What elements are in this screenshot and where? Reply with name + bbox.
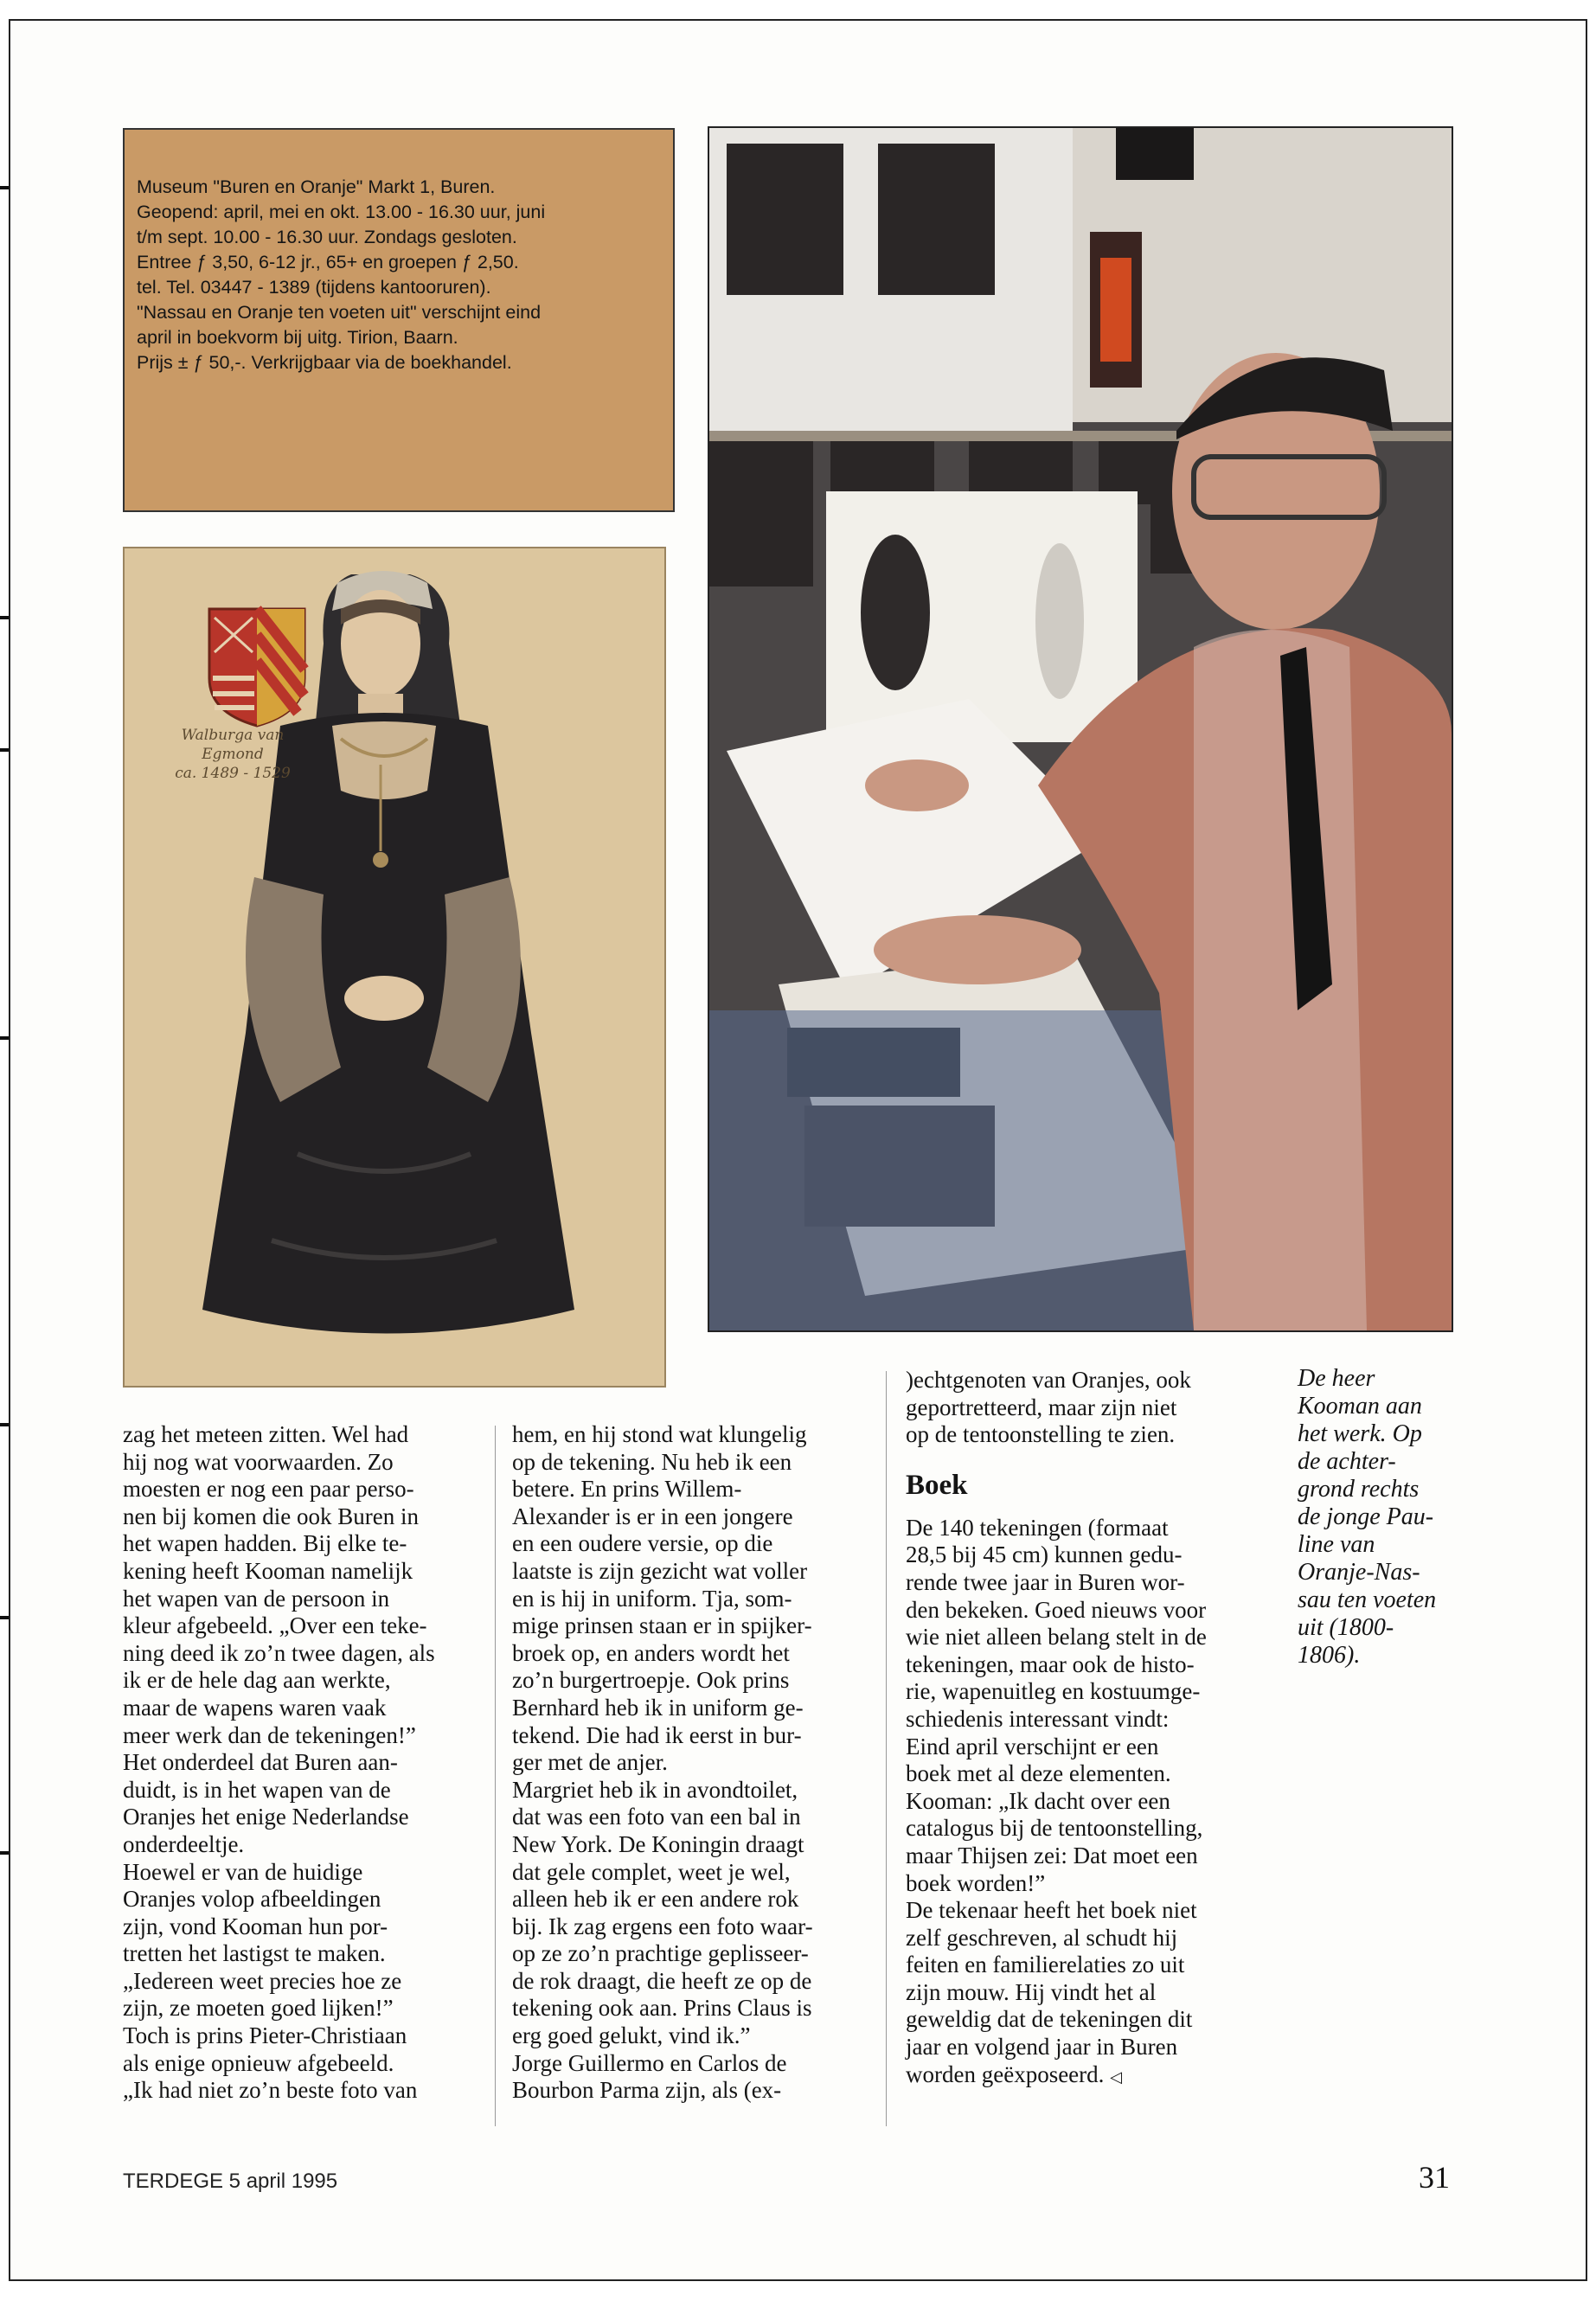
article-column-3 bbox=[906, 1367, 1269, 2091]
edge-mark bbox=[0, 1036, 9, 1040]
inscription-dates: ca. 1489 - 1529 bbox=[175, 765, 291, 782]
text-line: Margriet heb ik in avondtoilet, bbox=[512, 1776, 798, 1803]
text-line: ger met de anjer. bbox=[512, 1749, 668, 1776]
text-line: tekeningen, maar ook de histo- bbox=[906, 1650, 1195, 1677]
caption-line: uit (1800- bbox=[1298, 1614, 1394, 1641]
article-column-1 bbox=[123, 1421, 473, 2105]
column-divider bbox=[886, 1371, 887, 2126]
edge-mark bbox=[0, 616, 9, 619]
info-line: "Nassau en Oranje ten voeten uit" verschijnt eind bbox=[137, 302, 542, 323]
text-line: geportretteerd, maar zijn niet bbox=[906, 1394, 1177, 1420]
caption-line: grond rechts bbox=[1298, 1476, 1420, 1503]
text-line: den bekeken. Goed nieuws voor bbox=[906, 1596, 1207, 1623]
text-line: mige prinsen staan er in spijker- bbox=[512, 1612, 812, 1639]
text-line: tekening ook aan. Prins Claus is bbox=[512, 1995, 812, 2022]
text-line: Kooman: „Ik dacht over een bbox=[906, 1787, 1170, 1814]
text-line: en is hij in uniform. Tja, som- bbox=[512, 1585, 792, 1612]
text-line: Alexander is er in een jongere bbox=[512, 1503, 793, 1529]
portrait-illustration bbox=[125, 548, 664, 1386]
photo-artist-at-work bbox=[708, 126, 1453, 1332]
text-line: kleur afgebeeld. „Over een teke- bbox=[123, 1612, 427, 1639]
info-line: t/m sept. 10.00 - 16.30 uur. Zondags gesloten. bbox=[137, 227, 517, 247]
text-line: De tekenaar heeft het boek niet bbox=[906, 1897, 1197, 1924]
text-line: De 140 tekeningen (formaat bbox=[906, 1514, 1169, 1541]
article-column-2 bbox=[512, 1421, 862, 2105]
text-line: rende twee jaar in Buren wor- bbox=[906, 1568, 1185, 1595]
text-line: )echtgenoten van Oranjes, ook bbox=[906, 1367, 1191, 1393]
end-mark-icon: ◁ bbox=[1110, 2067, 1123, 2086]
text-line: zijn, vond Kooman hun por- bbox=[123, 1913, 388, 1939]
text-line: Hoewel er van de huidige bbox=[123, 1858, 363, 1885]
text-line: Oranjes volop afbeeldingen bbox=[123, 1886, 381, 1913]
portrait-drawing bbox=[123, 547, 666, 1388]
text-line: schiedenis interessant vindt: bbox=[906, 1705, 1170, 1732]
text-line: alleen heb ik er een andere rok bbox=[512, 1886, 799, 1913]
portrait-inscription bbox=[159, 726, 306, 783]
text-line: ik er de hele dag aan werkte, bbox=[123, 1667, 391, 1694]
text-line: meer werk dan de tekeningen!” bbox=[123, 1721, 416, 1748]
text-line: ning deed ik zo’n twee dagen, als bbox=[123, 1639, 435, 1666]
edge-mark bbox=[0, 748, 9, 752]
edge-mark bbox=[0, 1616, 9, 1619]
inscription-name: Walburga van Egmond bbox=[181, 727, 285, 763]
coat-of-arms-icon bbox=[209, 609, 304, 726]
text-line: boek met al deze elementen. bbox=[906, 1760, 1171, 1787]
caption-line: De heer bbox=[1298, 1365, 1375, 1392]
text-line: zag het meteen zitten. Wel had bbox=[123, 1421, 409, 1447]
caption-line: line van bbox=[1298, 1531, 1375, 1558]
text-line: als enige opnieuw afgebeeld. bbox=[123, 2049, 394, 2076]
text-line: dat was een foto van een bal in bbox=[512, 1804, 801, 1830]
text-line: laatste is zijn gezicht wat voller bbox=[512, 1557, 808, 1584]
text-line: New York. De Koningin draagt bbox=[512, 1830, 804, 1857]
text-line-last bbox=[906, 2061, 1269, 2092]
text-line: en een oudere versie, op die bbox=[512, 1530, 773, 1557]
text-line: kening heeft Kooman namelijk bbox=[123, 1557, 413, 1584]
text-line: 28,5 bij 45 cm) kunnen gedu- bbox=[906, 1541, 1183, 1568]
text-line: zelf geschreven, al schudt hij bbox=[906, 1924, 1178, 1951]
edge-mark bbox=[0, 1423, 9, 1426]
column-divider bbox=[495, 1426, 496, 2126]
text-line: wie niet alleen belang stelt in de bbox=[906, 1624, 1207, 1650]
text-line: op de tentoonstelling te zien. bbox=[906, 1421, 1176, 1448]
text-line: boek worden!” bbox=[906, 1869, 1046, 1896]
info-line: Geopend: april, mei en okt. 13.00 - 16.30 uur, juni bbox=[137, 202, 546, 222]
text-line: Oranjes het enige Nederlandse bbox=[123, 1804, 409, 1830]
text-line: Eind april verschijnt er een bbox=[906, 1733, 1159, 1759]
text-line: worden geëxposeerd. bbox=[906, 2061, 1105, 2087]
text-line: Bernhard heb ik in uniform ge- bbox=[512, 1694, 804, 1721]
text-line: op de tekening. Nu heb ik een bbox=[512, 1448, 792, 1475]
text-line: tretten het lastigst te maken. bbox=[123, 1940, 386, 1967]
caption-line: sau ten voeten bbox=[1298, 1586, 1437, 1613]
text-line: dat gele complet, weet je wel, bbox=[512, 1858, 791, 1885]
edge-mark bbox=[0, 186, 9, 189]
text-line: betere. En prins Willem- bbox=[512, 1476, 742, 1503]
text-line: onderdeeltje. bbox=[123, 1830, 245, 1857]
section-heading-boek: Boek bbox=[906, 1469, 968, 1501]
caption-line: het werk. Op bbox=[1298, 1420, 1422, 1447]
text-line: broek op, en anders wordt het bbox=[512, 1639, 790, 1666]
info-line: april in boekvorm bij uitg. Tirion, Baarn. bbox=[137, 327, 458, 348]
text-line: erg goed gelukt, vind ik.” bbox=[512, 2022, 751, 2049]
text-line: „Ik had niet zo’n beste foto van bbox=[123, 2077, 418, 2104]
text-line: maar Thijsen zei: Dat moet een bbox=[906, 1842, 1198, 1868]
photo-caption bbox=[1298, 1365, 1471, 1670]
info-line: Entree ƒ 3,50, 6-12 jr., 65+ en groepen ƒ 2,50. bbox=[137, 252, 519, 272]
text-line: catalogus bij de tentoonstelling, bbox=[906, 1815, 1203, 1842]
text-line: „Iedereen weet precies hoe ze bbox=[123, 1967, 402, 1994]
text-line: het wapen van de persoon in bbox=[123, 1585, 390, 1612]
easel-drawings bbox=[826, 491, 1138, 742]
text-line: zijn mouw. Hij vindt het al bbox=[906, 1978, 1157, 2005]
text-line: moesten er nog een paar perso- bbox=[123, 1476, 414, 1503]
text-line: bij. Ik zag ergens een foto waar- bbox=[512, 1913, 813, 1939]
text-line: duidt, is in het wapen van de bbox=[123, 1776, 391, 1803]
page-number: 31 bbox=[1419, 2160, 1450, 2195]
text-line: Toch is prins Pieter-Christiaan bbox=[123, 2022, 407, 2049]
info-line: Prijs ± ƒ 50,-. Verkrijgbaar via de boekhandel. bbox=[137, 352, 512, 373]
text-line: hij nog wat voorwaarden. Zo bbox=[123, 1448, 394, 1475]
text-line: jaar en volgend jaar in Buren bbox=[906, 2034, 1178, 2061]
caption-line: Oranje-Nas- bbox=[1298, 1559, 1420, 1586]
text-line: op ze zo’n prachtige geplisseer- bbox=[512, 1940, 809, 1967]
text-line: de rok draagt, die heeft ze op de bbox=[512, 1967, 812, 1994]
text-line: tekend. Die had ik eerst in bur- bbox=[512, 1721, 802, 1748]
text-line: zijn, ze moeten goed lijken!” bbox=[123, 1995, 394, 2022]
caption-line: 1806). bbox=[1298, 1642, 1361, 1669]
text-line: rie, wapenuitleg en kostuumge- bbox=[906, 1678, 1201, 1705]
caption-line: de achter- bbox=[1298, 1448, 1396, 1475]
text-line: feiten en familierelaties zo uit bbox=[906, 1952, 1185, 1978]
photo-scene bbox=[709, 128, 1452, 1330]
text-line: hem, en hij stond wat klungelig bbox=[512, 1421, 807, 1447]
edge-mark bbox=[0, 1851, 9, 1855]
text-line: maar de wapens waren vaak bbox=[123, 1694, 387, 1721]
info-line: tel. Tel. 03447 - 1389 (tijdens kantooruren). bbox=[137, 277, 491, 298]
caption-line: Kooman aan bbox=[1298, 1393, 1422, 1420]
text-line: Het onderdeel dat Buren aan- bbox=[123, 1749, 398, 1776]
text-line: het wapen hadden. Bij elke te- bbox=[123, 1530, 407, 1557]
caption-line: de jonge Pau- bbox=[1298, 1503, 1434, 1530]
text-line: geweldig dat de tekeningen dit bbox=[906, 2006, 1193, 2033]
text-line: zo’n burgertroepje. Ook prins bbox=[512, 1667, 790, 1694]
text-line: nen bij komen die ook Buren in bbox=[123, 1503, 419, 1529]
museum-info-box bbox=[123, 128, 675, 512]
text-line: Jorge Guillermo en Carlos de bbox=[512, 2049, 787, 2076]
text-line: Bourbon Parma zijn, als (ex- bbox=[512, 2077, 782, 2104]
publication-footer: TERDEGE 5 april 1995 bbox=[123, 2170, 338, 2193]
info-line: Museum "Buren en Oranje" Markt 1, Buren. bbox=[137, 176, 496, 197]
